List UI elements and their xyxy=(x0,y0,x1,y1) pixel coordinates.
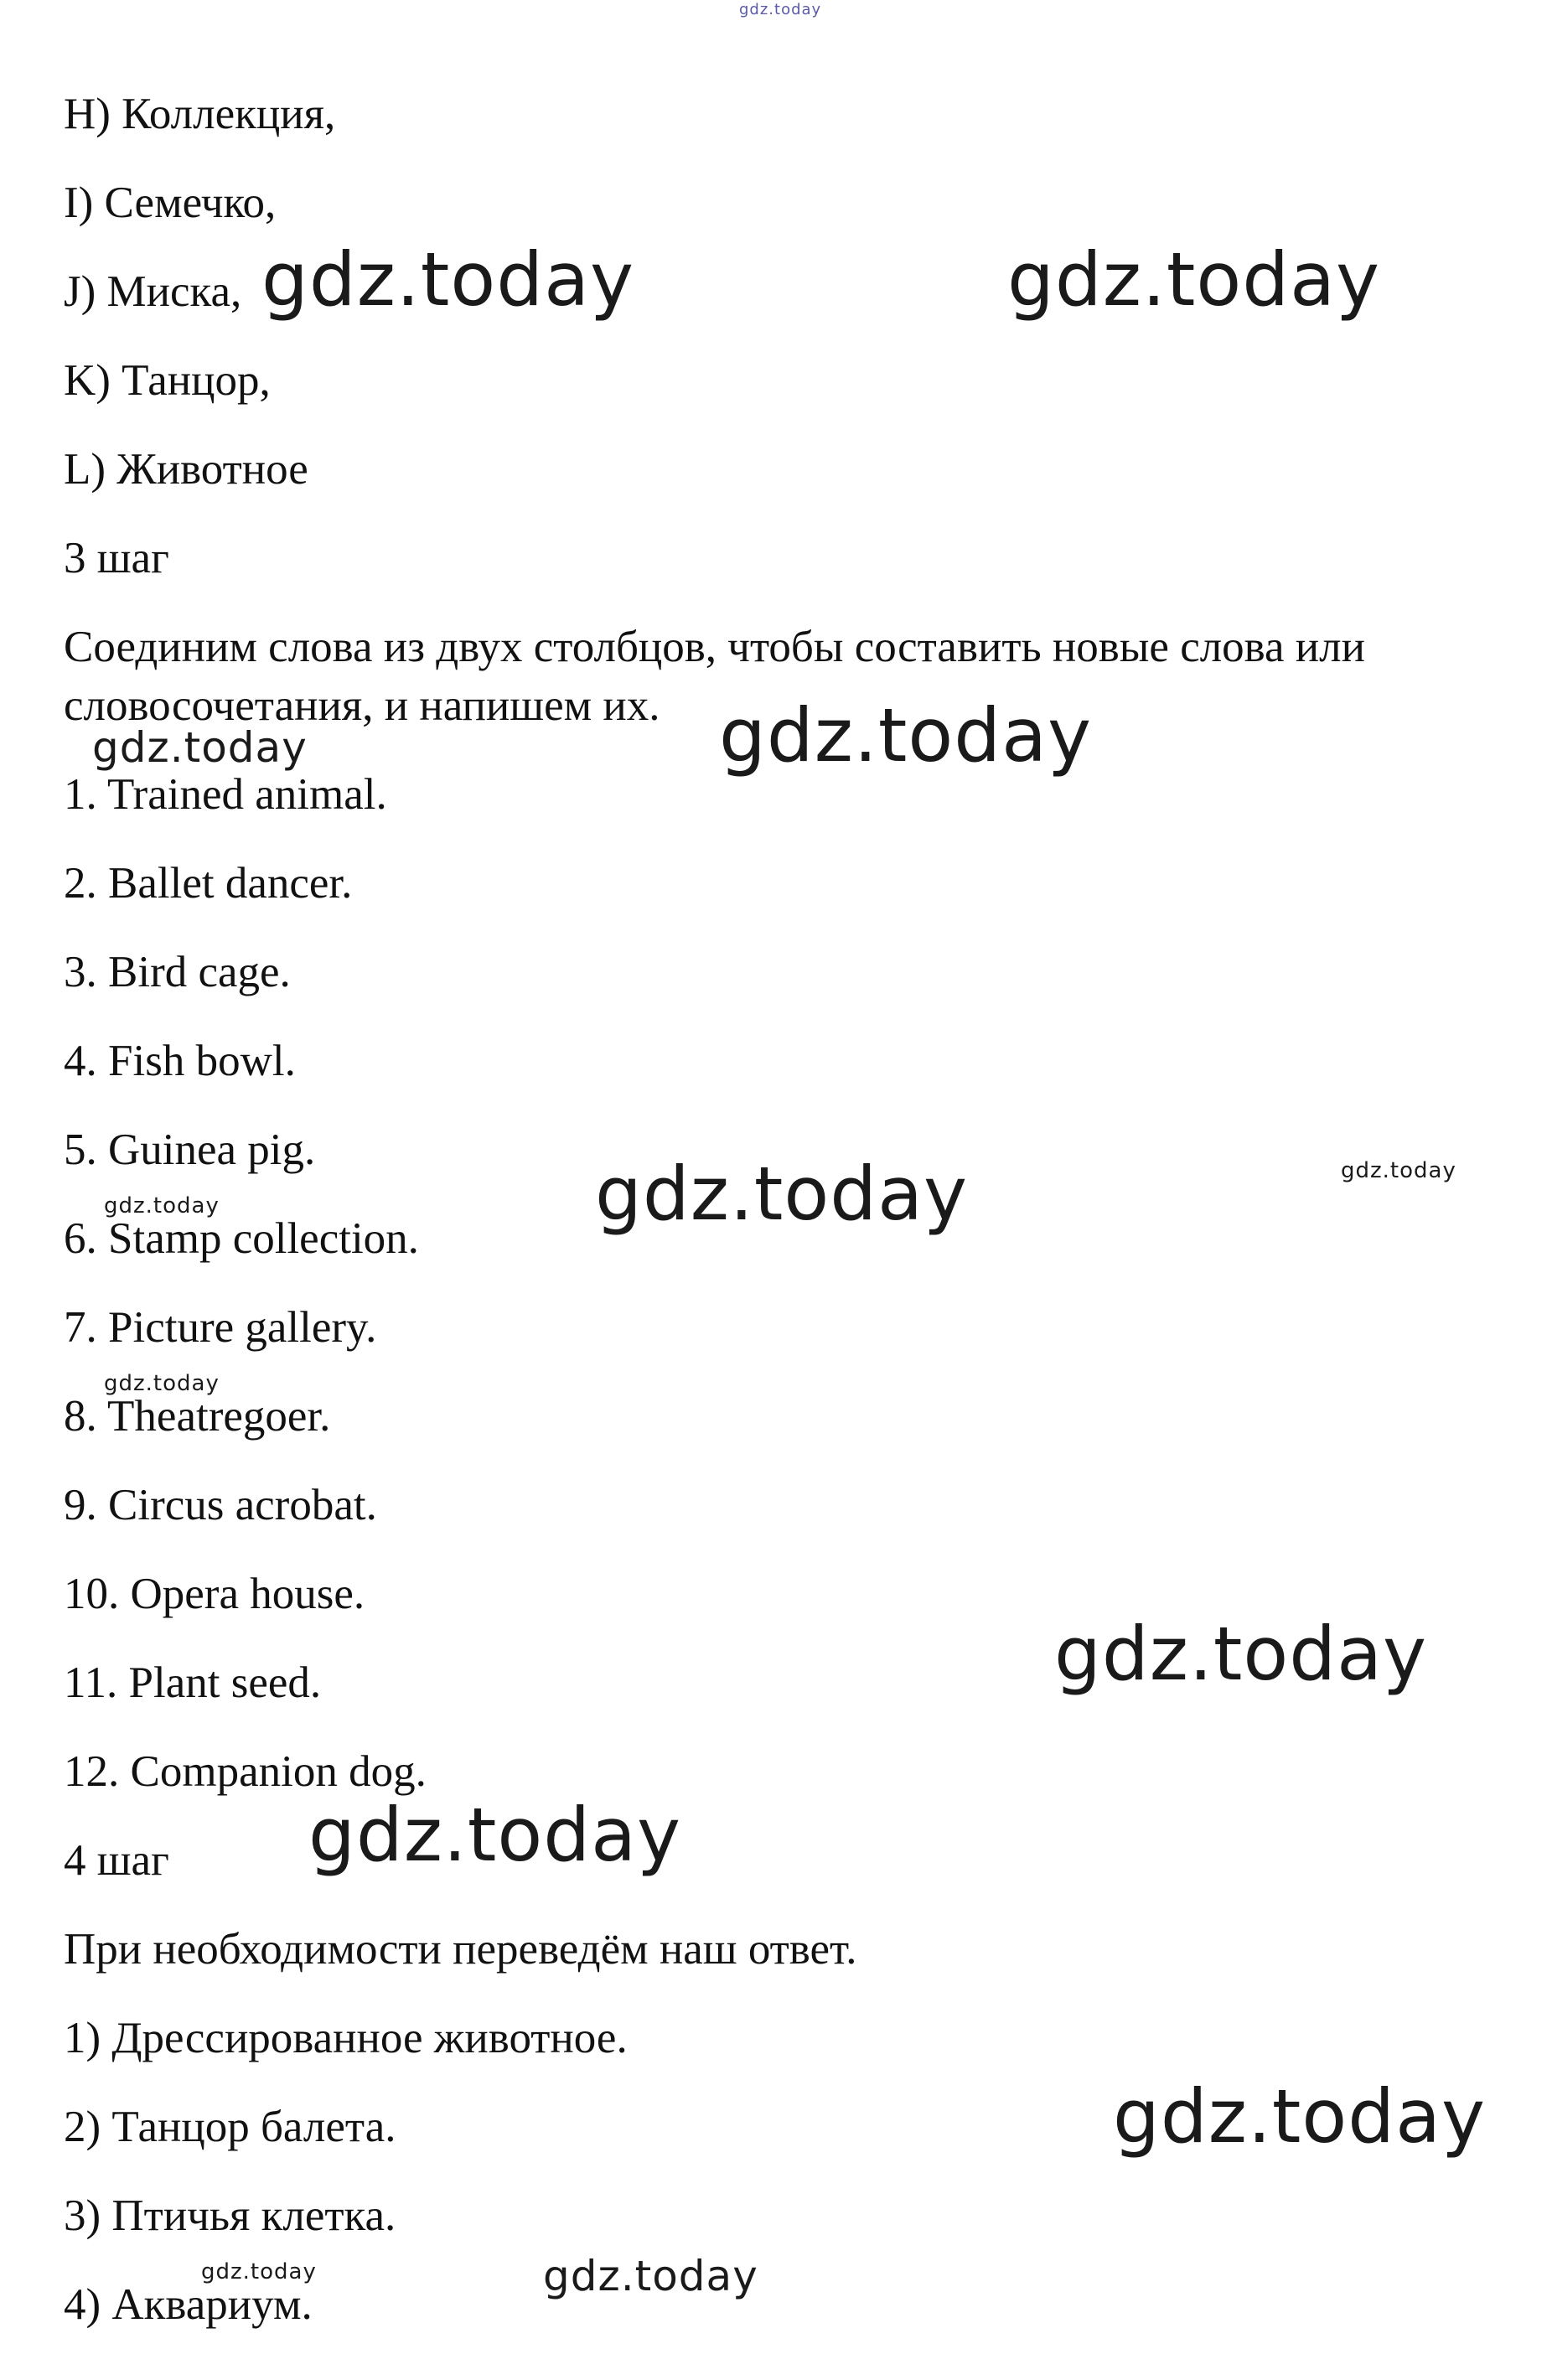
item-i: I) Семечко, xyxy=(64,178,277,227)
watermark: gdz.today xyxy=(1113,2073,1487,2160)
item-l: L) Животное xyxy=(64,445,308,494)
answer-2: 2. Ballet dancer. xyxy=(64,859,353,908)
step-3-instruction: Соединим слова из двух столбцов, чтобы составить новые слова или словосочетания, и напишем их. xyxy=(64,623,1365,730)
answer-1: 1. Trained animal. xyxy=(64,770,387,819)
answer-4: 4. Fish bowl. xyxy=(64,1037,296,1085)
answer-12: 12. Companion dog. xyxy=(64,1747,427,1796)
answer-3: 3. Bird cage. xyxy=(64,948,291,996)
answer-6: 6. Stamp collection. xyxy=(64,1214,419,1263)
watermark: gdz.today xyxy=(1341,1158,1456,1183)
answer-11: 11. Plant seed. xyxy=(64,1658,322,1707)
translation-3: 3) Птичья клетка. xyxy=(64,2191,396,2240)
answer-10: 10. Opera house. xyxy=(64,1570,365,1618)
answer-5: 5. Guinea pig. xyxy=(64,1125,316,1174)
answer-7: 7. Picture gallery. xyxy=(64,1303,377,1352)
item-h: H) Коллекция, xyxy=(64,90,336,138)
watermark: gdz.today xyxy=(261,236,635,323)
watermark: gdz.today xyxy=(201,2259,317,2284)
watermark: gdz.today xyxy=(595,1151,969,1237)
watermark: gdz.today xyxy=(104,1371,220,1396)
header-watermark: gdz.today xyxy=(739,1,822,18)
item-k: K) Танцор, xyxy=(64,356,271,405)
translation-2: 2) Танцор балета. xyxy=(64,2103,396,2151)
step-4-instruction: При необходимости переведём наш ответ. xyxy=(64,1925,857,1974)
watermark: gdz.today xyxy=(1054,1611,1428,1697)
watermark: gdz.today xyxy=(543,2252,758,2300)
item-j: J) Миска, xyxy=(64,267,242,316)
translation-4: 4) Аквариум. xyxy=(64,2280,313,2329)
answer-8: 8. Theatregoer. xyxy=(64,1392,331,1441)
step-3-heading: 3 шаг xyxy=(64,534,169,582)
step-4-heading: 4 шаг xyxy=(64,1836,169,1885)
watermark: gdz.today xyxy=(1007,236,1381,323)
translation-1: 1) Дрессированное животное. xyxy=(64,2014,628,2062)
watermark: gdz.today xyxy=(92,723,308,772)
watermark: gdz.today xyxy=(104,1193,220,1218)
watermark: gdz.today xyxy=(719,692,1093,779)
answer-9: 9. Circus acrobat. xyxy=(64,1481,377,1529)
watermark: gdz.today xyxy=(308,1792,682,1878)
